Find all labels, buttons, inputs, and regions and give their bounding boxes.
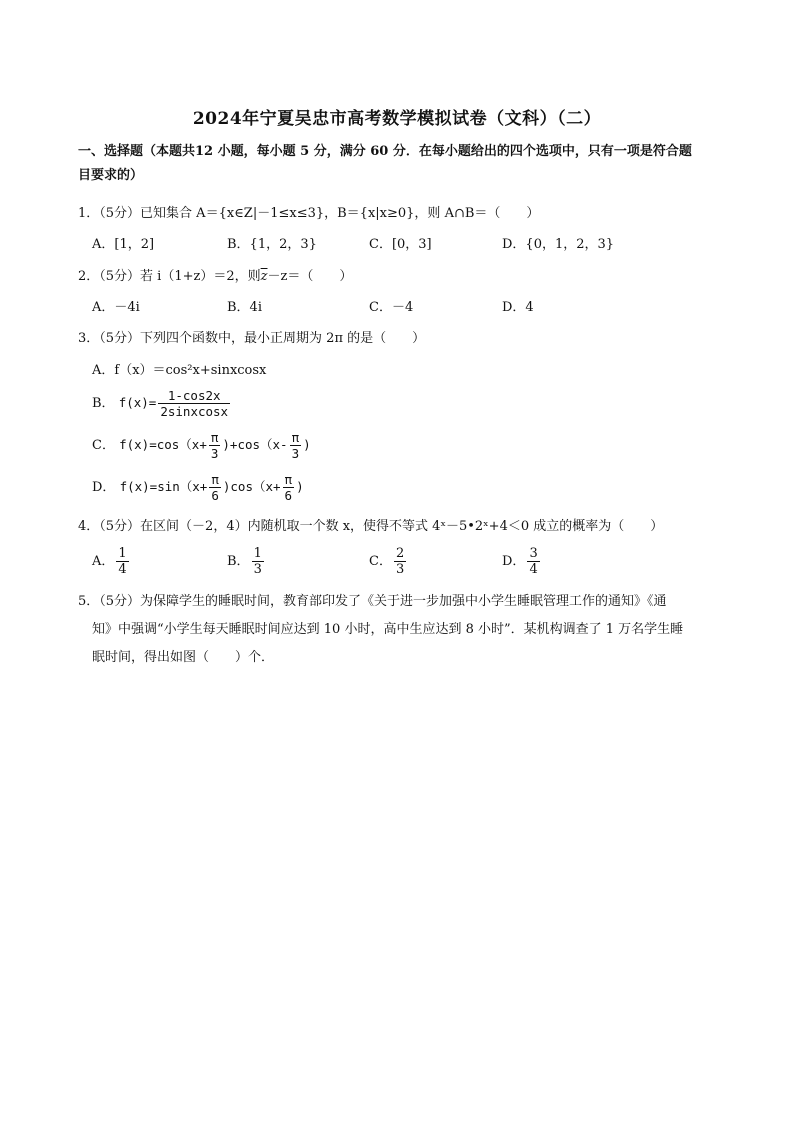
- question-2-stem-pre: 2．（5分）若 i（1+z）＝2，则: [78, 269, 261, 284]
- question-1-option-c: C．[0，3]: [369, 237, 432, 252]
- section-header-line2: 目要求的）: [78, 168, 144, 183]
- question-2-conjugate-z: $\overline{z}$: [260, 269, 268, 284]
- question-2-option-c: C．－4: [369, 300, 414, 315]
- question-3-option-d-mid: )cos（x+: [222, 479, 281, 494]
- question-3-stem: 3．（5分）下列四个函数中，最小正周期为 2π 的是（ ）: [78, 331, 426, 346]
- question-3-option-d-fraction-2: [283, 472, 295, 503]
- fraction-denominator: 6: [284, 488, 293, 503]
- option-fraction: [527, 546, 539, 577]
- question-3-option-b-pre: f(x)=: [118, 395, 157, 410]
- question-3-option-c-fraction-2: [290, 430, 302, 461]
- option-fraction: [116, 546, 128, 577]
- question-2-option-d: D．4: [502, 300, 534, 315]
- question-2-stem-post: －z＝（ ）: [267, 269, 353, 284]
- question-4-options: [92, 546, 692, 582]
- question-3-option-b: [92, 388, 232, 419]
- question-5: [78, 588, 728, 672]
- fraction-denominator: 2sinxcosx: [160, 404, 229, 419]
- fraction-denominator: 3: [253, 562, 262, 577]
- question-3-option-d-pre: f(x)=sin（x+: [119, 479, 208, 494]
- question-2-options: [92, 297, 692, 321]
- question-3-option-b-fraction: [158, 388, 230, 419]
- question-1-stem: 1．（5分）已知集合 A＝{x∈Z|－1≤x≤3}，B＝{x|x≥0}，则 A∩B＝（ ）: [78, 206, 540, 221]
- question-1-option-a: A．[1，2]: [92, 237, 155, 252]
- question-3-option-c-pre: f(x)=cos（x+: [119, 437, 207, 452]
- question-3-option-c: [92, 430, 311, 461]
- option-label: D．: [502, 554, 526, 569]
- page-title: 2024年宁夏吴忠市高考数学模拟试卷（文科）（二）: [192, 109, 602, 129]
- fraction-denominator: 4: [118, 562, 127, 577]
- fraction-numerator: π: [210, 430, 219, 445]
- option-label: C．: [369, 554, 392, 569]
- option-fraction: [252, 546, 264, 577]
- question-5-line1: 5．（5分）为保障学生的睡眠时间，教育部印发了《关于进一步加强中小学生睡眠管理工作的通知》《通: [78, 594, 667, 609]
- question-1-option-d: D．{0，1，2，3}: [502, 237, 615, 252]
- question-3-option-d-post: ): [296, 479, 304, 494]
- question-4-option-b: [227, 546, 266, 577]
- question-3-option-d-fraction-1: [209, 472, 221, 503]
- option-label: B．: [227, 554, 250, 569]
- fraction-numerator: 3: [529, 546, 538, 561]
- question-2-stem: [78, 266, 352, 288]
- question-3-option-a: A．f（x）＝cos²x+sinxcosx: [92, 363, 267, 378]
- fraction-denominator: 3: [395, 562, 405, 577]
- question-1-option-b: B．{1，2，3}: [227, 237, 317, 252]
- question-3-option-c-fraction-1: [209, 430, 221, 461]
- question-3-option-c-mid: )+cos（x-: [222, 437, 288, 452]
- fraction-denominator: 3: [291, 446, 300, 461]
- question-3-option-d-label: D．: [92, 480, 116, 495]
- option-fraction: [394, 546, 406, 577]
- fraction-denominator: 3: [210, 446, 219, 461]
- fraction-numerator: π: [211, 472, 219, 487]
- question-5-line3: 眠时间，得出如图（ ）个．: [92, 650, 275, 665]
- fraction-numerator: π: [284, 472, 293, 487]
- section-header-line1: 一、选择题（本题共12 小题，每小题 5 分，满分 60 分．在每小题给出的四个选项中，只有一项是符合题: [78, 144, 692, 159]
- fraction-denominator: 4: [529, 562, 538, 577]
- question-3-option-c-label: C．: [92, 438, 115, 453]
- fraction-numerator: 2: [395, 546, 405, 561]
- question-5-line2: 知》中强调“小学生每天睡眠时间应达到 10 小时，高中生应达到 8 小时”．某机构调查了 1 万名学生睡: [92, 622, 684, 637]
- question-3-option-b-label: B．: [92, 396, 115, 411]
- question-2-option-b: B．4i: [227, 300, 262, 315]
- fraction-numerator: π: [291, 430, 300, 445]
- question-1-options: [92, 234, 692, 258]
- question-4-option-a: [92, 546, 131, 577]
- question-3-option-c-post: ): [303, 437, 311, 452]
- question-3-option-d: [92, 472, 304, 503]
- question-4-option-d: [502, 546, 542, 577]
- fraction-numerator: 1-cos2x: [158, 388, 230, 404]
- question-2-option-a: A．－4i: [92, 300, 140, 315]
- fraction-numerator: 1: [253, 546, 262, 561]
- fraction-numerator: 1: [118, 546, 127, 561]
- fraction-denominator: 6: [211, 488, 219, 503]
- question-4-stem: 4．（5分）在区间（－2，4）内随机取一个数 x，使得不等式 4ˣ－5•2ˣ+4＜0 成立的概率为（ ）: [78, 519, 664, 534]
- section-header: [78, 140, 724, 188]
- question-4-option-c: [369, 546, 408, 577]
- option-label: A．: [92, 554, 115, 569]
